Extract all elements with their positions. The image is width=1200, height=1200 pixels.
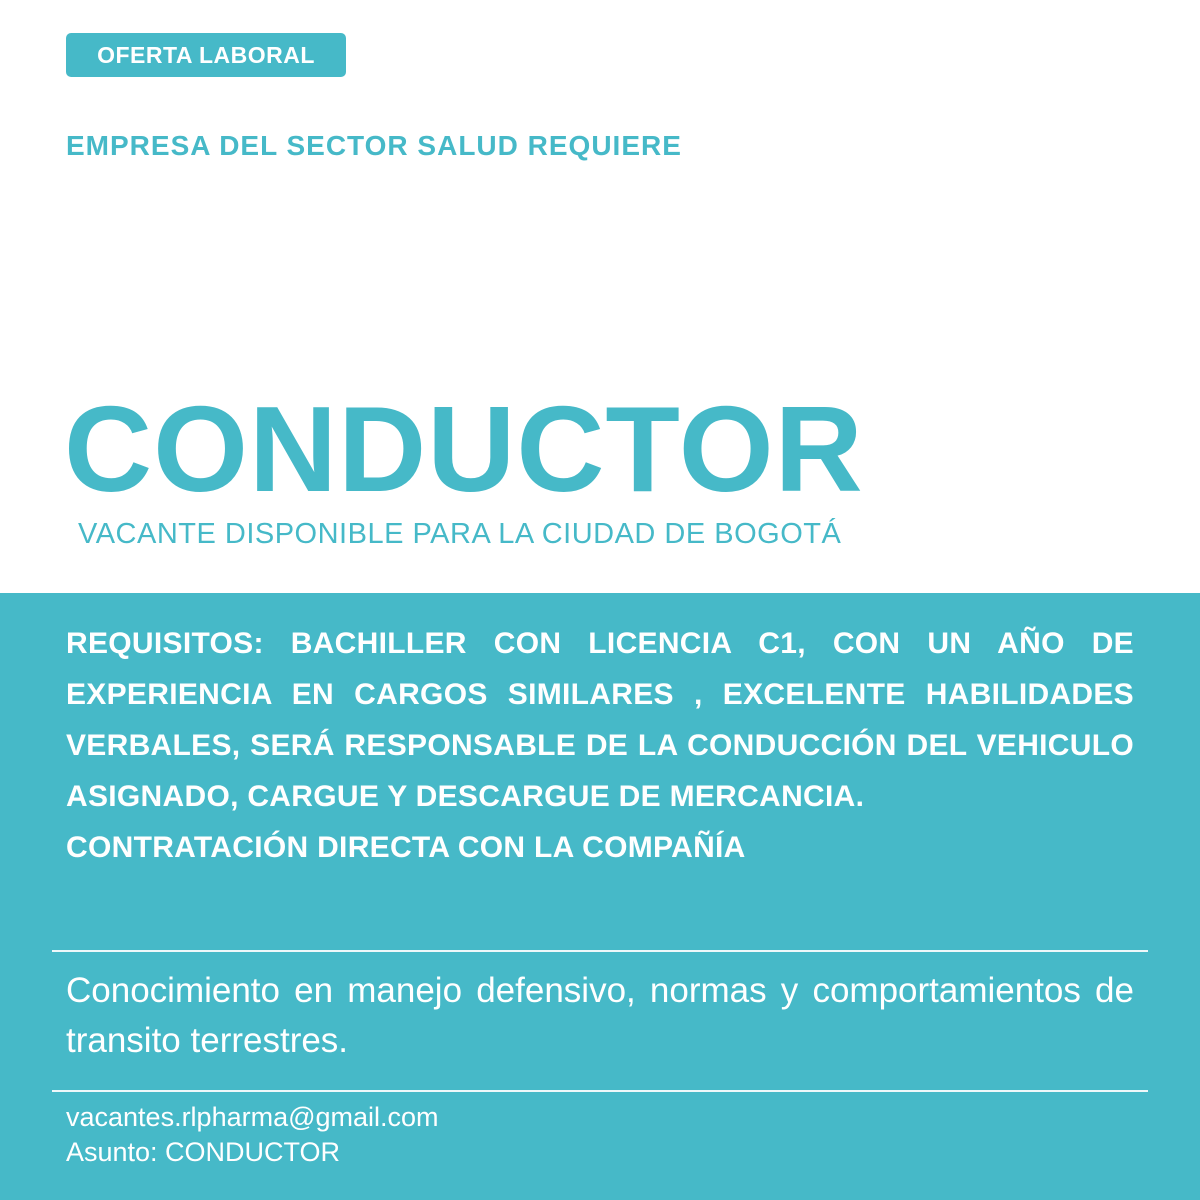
company-subtitle: EMPRESA DEL SECTOR SALUD REQUIERE	[66, 130, 682, 161]
requirements-block	[66, 618, 1134, 873]
divider-bottom	[52, 1090, 1148, 1092]
divider-top	[52, 950, 1148, 952]
contact-subject: Asunto: CONDUCTOR	[66, 1137, 341, 1167]
job-title: CONDUCTOR	[64, 381, 864, 517]
job-offer-badge: OFERTA LABORAL	[66, 33, 346, 77]
knowledge-text: Conocimiento en manejo defensivo, normas y comportamientos de transito terrestres.	[66, 971, 1134, 1060]
contact-email[interactable]: vacantes.rlpharma@gmail.com	[66, 1102, 439, 1132]
hiring-text: CONTRATACIÓN DIRECTA CON LA COMPAÑÍA	[66, 831, 746, 864]
contact-block	[66, 1100, 439, 1170]
requirements-text: REQUISITOS: BACHILLER CON LICENCIA C1, CON UN AÑO DE EXPERIENCIA EN CARGOS SIMILARES , EXCELENTE HABILIDADES VERBALES, SERÁ RESPONSABLE DE LA CONDUCCIÓN DEL VEHICULO ASIGNADO, CARGUE Y DESCARGUE DE MERCANCIA.	[66, 627, 1134, 813]
header-section	[0, 0, 1200, 593]
vacancy-location: VACANTE DISPONIBLE PARA LA CIUDAD DE BOGOTÁ	[78, 518, 842, 550]
